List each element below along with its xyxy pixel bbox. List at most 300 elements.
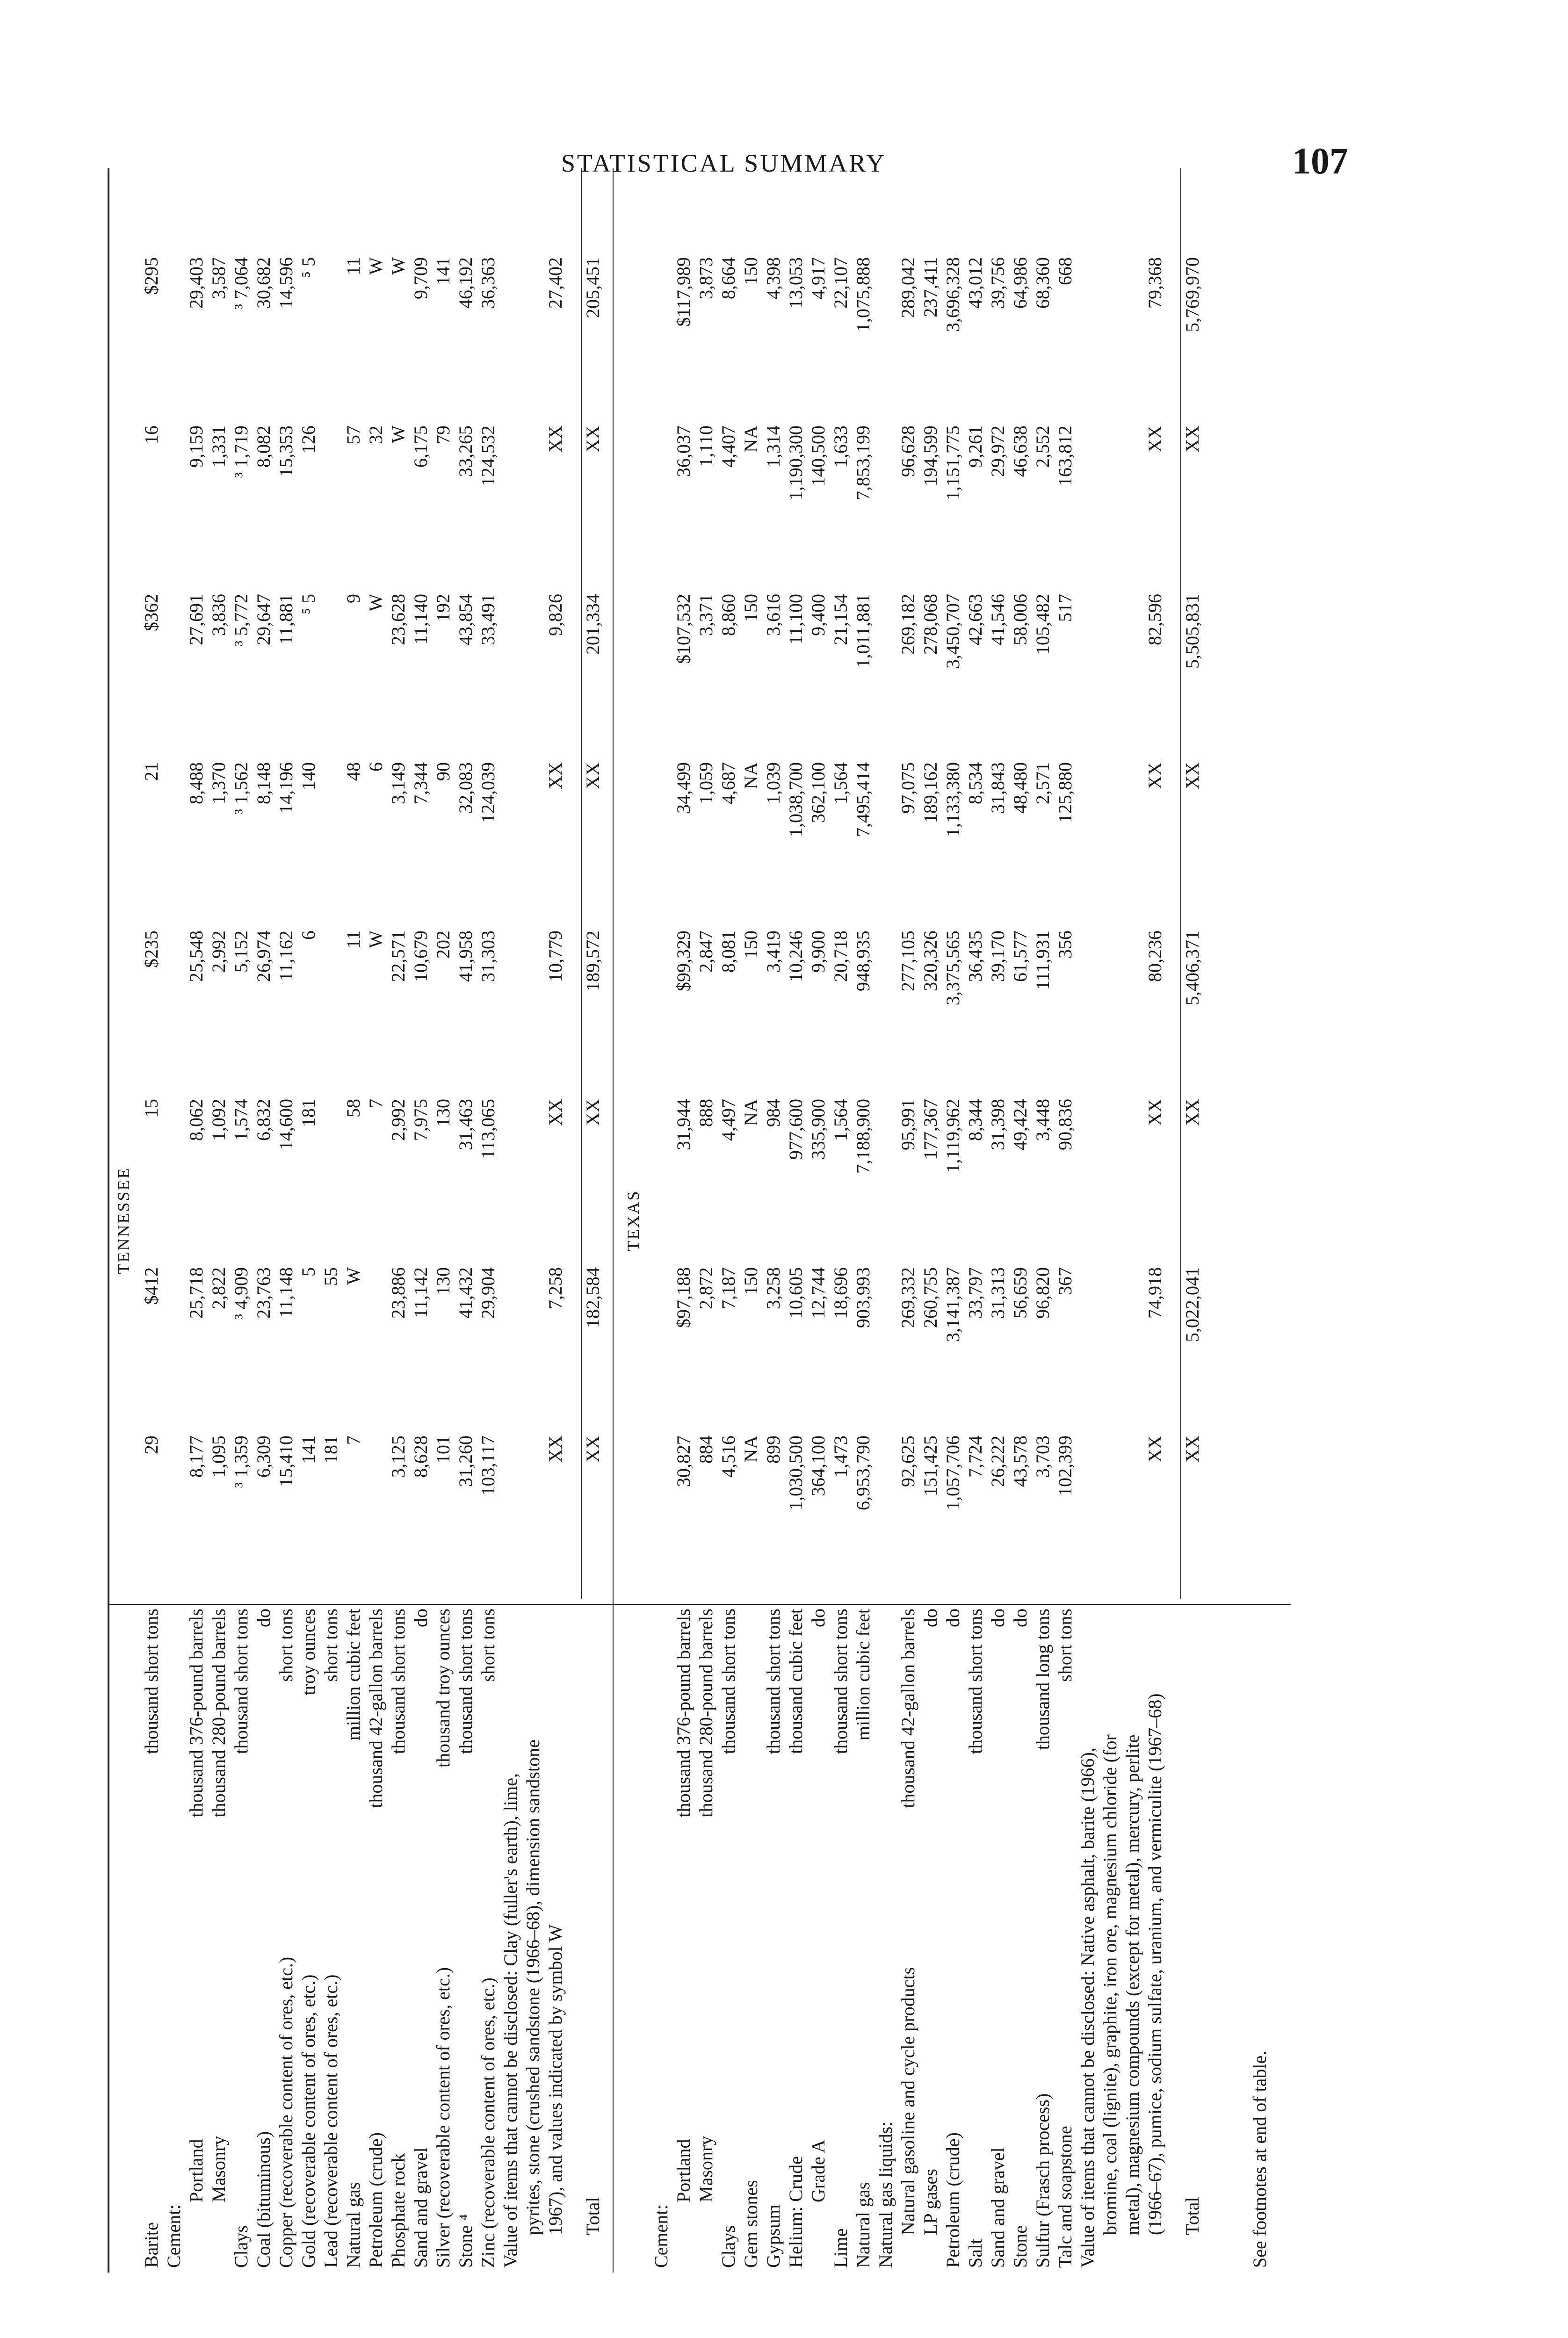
running-title: STATISTICAL SUMMARY (561, 149, 887, 177)
table-row (740, 168, 762, 2273)
cell-value: 31,303 (477, 931, 499, 982)
cell-value: 5,022,041 (1182, 1267, 1203, 1342)
cell-value: 8,860 (718, 594, 739, 636)
cell-value: $117,989 (673, 257, 694, 327)
table-row (365, 168, 387, 2273)
cell-value: XX (545, 426, 566, 453)
cell-value: 95,991 (897, 1099, 918, 1150)
row-label: Petroleum (crude) thousand 42-gallon barrels (365, 1609, 386, 2268)
cell-value: 96,820 (1032, 1267, 1053, 1319)
table-row (410, 168, 432, 2273)
tennessee-heading: TENNESSEE (114, 1167, 133, 1274)
row-label: Gypsum thousand short tons (763, 1609, 784, 2268)
cell-value: 163,812 (1055, 426, 1076, 486)
table-row (522, 168, 544, 2273)
table-row (717, 168, 740, 2273)
cell-value: 33,797 (965, 1267, 986, 1319)
cell-value: 1,473 (830, 1436, 851, 1478)
cell-value: 113,065 (477, 1099, 499, 1159)
row-label: Natural gas liquids: (875, 2121, 896, 2268)
cell-value: 31,843 (987, 762, 1008, 814)
cell-value: 11,142 (410, 1267, 431, 1318)
row-label: (1966–67), pumice, sodium sulfate, uranium, and vermiculite (1967–68) (1144, 1693, 1165, 2235)
cell-value: 192 (433, 594, 454, 622)
cell-value: 55 (320, 1267, 341, 1286)
cell-value: 7,258 (545, 1267, 566, 1309)
cell-value: 2,571 (1032, 762, 1053, 804)
cell-value: 23,763 (253, 1267, 274, 1319)
cell-value: ³ 4,909 (231, 1267, 252, 1320)
cell-value: $295 (141, 257, 162, 295)
row-label: Petroleum (crude) do (942, 1609, 963, 2268)
cell-value: 15,353 (275, 426, 296, 477)
row-label: Clays thousand short tons (718, 1609, 739, 2268)
cell-value: XX (1144, 1436, 1165, 1463)
cell-value: XX (582, 762, 603, 789)
cell-value: 11,148 (275, 1267, 296, 1318)
table-row (695, 168, 717, 2273)
cell-value: 58,006 (1010, 594, 1031, 645)
top-rule (108, 168, 109, 2273)
rotated-statistical-table (108, 168, 1291, 2273)
row-label: Cement: (650, 2204, 672, 2268)
cell-value: 29 (141, 1436, 162, 1454)
cell-value: 150 (740, 931, 761, 959)
cell-value: 64,986 (1010, 257, 1031, 309)
cell-value: 903,993 (853, 1267, 874, 1328)
cell-value: 21 (141, 762, 162, 781)
cell-value: 105,482 (1032, 594, 1053, 655)
cell-value: W (365, 594, 386, 612)
table-row (185, 168, 208, 2273)
cell-value: 1,564 (830, 762, 851, 804)
cell-value: 4,516 (718, 1436, 739, 1478)
cell-value: NA (740, 762, 761, 789)
table-row (320, 168, 342, 2273)
table-row (163, 168, 185, 2273)
cell-value: 3,141,387 (942, 1267, 963, 1342)
row-label: Masonry thousand 280-pound barrels (208, 1609, 229, 2202)
cell-value: 6 (365, 762, 386, 772)
cell-value: 3,125 (388, 1436, 409, 1478)
cell-value: 22,571 (388, 931, 409, 982)
cell-value: 43,578 (1010, 1436, 1031, 1487)
row-label: Sand and gravel do (410, 1609, 431, 2268)
cell-value: XX (1144, 762, 1165, 789)
cell-value: 6,175 (410, 426, 431, 468)
row-label: Gem stones (740, 2180, 761, 2268)
cell-value: 101 (433, 1436, 454, 1464)
cell-value: 1,119,962 (942, 1099, 963, 1173)
table-row (387, 168, 410, 2273)
cell-value: XX (545, 1436, 566, 1463)
cell-value: 97,075 (897, 762, 918, 814)
table-row (253, 168, 275, 2273)
cell-value: 16 (141, 426, 162, 444)
cell-value: 5,152 (231, 931, 252, 973)
cell-value: 1,039 (763, 762, 784, 804)
cell-value: 39,170 (987, 931, 1008, 982)
cell-value: 7,853,199 (853, 426, 874, 500)
cell-value: W (365, 931, 386, 948)
cell-value: 3,703 (1032, 1436, 1053, 1478)
cell-value: 6 (298, 931, 319, 940)
table-row (964, 168, 987, 2273)
cell-value: 141 (433, 257, 454, 285)
cell-value: ⁵ 5 (298, 257, 319, 278)
cell-value: $99,329 (673, 931, 694, 991)
cell-value: 260,755 (920, 1267, 941, 1328)
row-label: Phosphate rock thousand short tons (388, 1609, 409, 2268)
cell-value: 31,944 (673, 1099, 694, 1150)
cell-value: 6,953,790 (853, 1436, 874, 1510)
cell-value: W (343, 1267, 364, 1285)
cell-value: 977,600 (785, 1099, 806, 1160)
cell-value: 356 (1055, 931, 1076, 959)
cell-value: 23,886 (388, 1267, 409, 1319)
cell-value: 3,419 (763, 931, 784, 973)
cell-value: 36,363 (477, 257, 499, 309)
cell-value: $107,532 (673, 594, 694, 664)
total-row (582, 168, 604, 2273)
cell-value: 8,062 (186, 1099, 207, 1141)
cell-value: 205,451 (582, 257, 603, 318)
cell-value: 15,410 (275, 1436, 296, 1487)
cell-value: XX (545, 1099, 566, 1126)
cell-value: 21,154 (830, 594, 851, 645)
cell-value: 3,873 (695, 257, 716, 299)
cell-value: 80,236 (1144, 931, 1165, 982)
cell-value: 3,696,328 (942, 257, 963, 332)
cell-value: 29,647 (253, 594, 274, 645)
row-label: Helium: Crude thousand cubic feet (785, 1609, 806, 2268)
cell-value: 14,196 (275, 762, 296, 814)
row-label: Lead (recoverable content of ores, etc.) short tons (320, 1609, 341, 2268)
cell-value: 11,881 (275, 594, 296, 645)
cell-value: 12,744 (808, 1267, 829, 1319)
cell-value: 5,406,371 (1182, 931, 1203, 1005)
footnote-reference: See footnotes at end of table. (1249, 2050, 1270, 2268)
cell-value: 899 (763, 1436, 784, 1464)
cell-value: 124,532 (477, 426, 499, 486)
cell-value: ³ 1,719 (231, 426, 252, 478)
row-label: Stone do (1010, 1609, 1031, 2268)
cell-value: 46,192 (455, 257, 476, 309)
cell-value: 7,188,900 (853, 1099, 874, 1174)
cell-value: 1,057,706 (942, 1436, 963, 1510)
cell-value: 11,162 (275, 931, 296, 981)
row-label: LP gases do (920, 1609, 941, 2235)
cell-value: 96,628 (897, 426, 918, 477)
cell-value: 289,042 (897, 257, 918, 318)
row-label: Copper (recoverable content of ores, etc.) short tons (275, 1609, 296, 2268)
table-row (1032, 168, 1054, 2273)
cell-value: 5,769,970 (1182, 257, 1203, 332)
cell-value: 517 (1055, 594, 1076, 622)
cell-value: 948,935 (853, 931, 874, 991)
cell-value: 7 (365, 1099, 386, 1108)
texas-heading: TEXAS (624, 1190, 643, 1251)
cell-value: 7 (343, 1436, 364, 1445)
table-row (140, 168, 163, 2273)
cell-value: 14,600 (275, 1099, 296, 1150)
cell-value: 7,187 (718, 1267, 739, 1309)
row-label: Value of items that cannot be disclosed: Native asphalt, barite (1966), (1077, 1747, 1098, 2268)
cell-value: 18,696 (830, 1267, 851, 1319)
cell-value: 1,011,881 (853, 594, 874, 668)
cell-value: 182,584 (582, 1267, 603, 1328)
cell-value: 362,100 (808, 762, 829, 823)
row-label: bromine, coal (lignite), graphite, iron ore, magnesium chloride (for (1099, 1734, 1120, 2235)
cell-value: 151,425 (920, 1436, 941, 1496)
cell-value: 11,140 (410, 594, 431, 645)
cell-value: 125,880 (1055, 762, 1076, 823)
cell-value: 25,718 (186, 1267, 207, 1319)
table-row (275, 168, 297, 2273)
cell-value: 2,847 (695, 931, 716, 973)
table-row (1009, 168, 1032, 2273)
cell-value: 1,574 (231, 1099, 252, 1141)
cell-value: 8,628 (410, 1436, 431, 1478)
cell-value: 6,832 (253, 1099, 274, 1141)
cell-value: XX (582, 1436, 603, 1463)
cell-value: 11 (343, 257, 364, 275)
cell-value: 57 (343, 426, 364, 444)
table-row (1099, 168, 1121, 2273)
cell-value: 8,081 (718, 931, 739, 973)
cell-value: 31,398 (987, 1099, 1008, 1150)
row-label: Sand and gravel do (987, 1609, 1008, 2268)
table-row (852, 168, 874, 2273)
cell-value: XX (1182, 1099, 1203, 1126)
cell-value: 42,663 (965, 594, 986, 645)
cell-value: 10,679 (410, 931, 431, 982)
cell-value: 177,367 (920, 1099, 941, 1160)
cell-value: 1,633 (830, 426, 851, 468)
cell-value: 3,587 (208, 257, 229, 299)
cell-value: 140 (298, 762, 319, 790)
cell-value: 6,309 (253, 1436, 274, 1478)
table-row (830, 168, 852, 2273)
cell-value: XX (582, 1099, 603, 1126)
table-row (499, 168, 522, 2273)
cell-value: 13,053 (785, 257, 806, 309)
cell-value: 9,709 (410, 257, 431, 299)
cell-value: 2,552 (1032, 426, 1053, 468)
cell-value: 1,370 (208, 762, 229, 804)
tennessee-rows (140, 168, 604, 2273)
cell-value: 202 (433, 931, 454, 959)
cell-value: 36,037 (673, 426, 694, 477)
cell-value: W (365, 257, 386, 275)
cell-value: 4,407 (718, 426, 739, 468)
cell-value: NA (740, 426, 761, 453)
cell-value: 14,596 (275, 257, 296, 309)
cell-value: 320,326 (920, 931, 941, 991)
cell-value: 48,480 (1010, 762, 1031, 814)
cell-value: 7,724 (965, 1436, 986, 1478)
cell-value: XX (1144, 426, 1165, 453)
table-row (919, 168, 942, 2273)
cell-value: 4,687 (718, 762, 739, 804)
cell-value: 26,974 (253, 931, 274, 982)
row-label: Talc and soapstone short tons (1055, 1609, 1076, 2268)
cell-value: 5,505,831 (1182, 594, 1203, 669)
cell-value: 74,918 (1144, 1267, 1165, 1319)
table-row (987, 168, 1009, 2273)
cell-value: 32 (365, 426, 386, 444)
cell-value: 31,260 (455, 1436, 476, 1487)
cell-value: $235 (141, 931, 162, 968)
table-row (342, 168, 365, 2273)
row-label: Coal (bituminous) do (253, 1609, 274, 2268)
cell-value: 3,616 (763, 594, 784, 636)
cell-value: 30,682 (253, 257, 274, 309)
page-number: 107 (1292, 141, 1348, 182)
row-label: Clays thousand short tons (231, 1609, 252, 2268)
cell-value: 9,826 (545, 594, 566, 636)
cell-value: XX (1182, 762, 1203, 789)
row-label: Total (582, 2197, 603, 2235)
cell-value: 11 (343, 931, 364, 949)
cell-value: 884 (695, 1436, 716, 1464)
cell-value: 9,900 (808, 931, 829, 973)
row-label: Gold (recoverable content of ores, etc.) troy ounces (298, 1609, 319, 2268)
cell-value: 4,497 (718, 1099, 739, 1141)
row-label: Natural gas million cubic feet (343, 1609, 364, 2268)
cell-value: 888 (695, 1099, 716, 1127)
section-rule (613, 168, 614, 2273)
cell-value: 25,548 (186, 931, 207, 982)
cell-value: 124,039 (477, 762, 499, 823)
cell-value: 29,904 (477, 1267, 499, 1319)
table-row (1144, 168, 1166, 2273)
cell-value: 2,992 (388, 1099, 409, 1141)
cell-value: 8,664 (718, 257, 739, 299)
cell-value: 90 (433, 762, 454, 781)
table-row (208, 168, 230, 2273)
cell-value: 22,107 (830, 257, 851, 309)
cell-value: 364,100 (808, 1436, 829, 1496)
cell-value: 61,577 (1010, 931, 1031, 982)
cell-value: XX (1144, 1099, 1165, 1126)
cell-value: 4,398 (763, 257, 784, 299)
row-label: Value of items that cannot be disclosed: Clay (fuller's earth), lime, (500, 1773, 521, 2268)
cell-value: 269,332 (897, 1267, 918, 1328)
cell-value: 31,463 (455, 1099, 476, 1150)
cell-value: 9,159 (186, 426, 207, 468)
cell-value: 33,491 (477, 594, 499, 645)
cell-value: 1,564 (830, 1099, 851, 1141)
cell-value: 3,836 (208, 594, 229, 636)
cell-value: 269,182 (897, 594, 918, 655)
cell-value: 49,424 (1010, 1099, 1031, 1150)
table-row (1054, 168, 1077, 2273)
cell-value: 9,400 (808, 594, 829, 636)
row-label: Natural gasoline and cycle products thousand 42-gallon barrels (897, 1609, 918, 2235)
cell-value: W (388, 257, 409, 275)
cell-value: 43,012 (965, 257, 986, 309)
cell-value: 36,435 (965, 931, 986, 982)
cell-value: 8,534 (965, 762, 986, 804)
cell-value: 2,992 (208, 931, 229, 973)
table-row (785, 168, 807, 2273)
table-row (762, 168, 785, 2273)
cell-value: 1,059 (695, 762, 716, 804)
cell-value: 30,827 (673, 1436, 694, 1487)
cell-value: 27,691 (186, 594, 207, 645)
cell-value: W (388, 426, 409, 443)
cell-value: 68,360 (1032, 257, 1053, 309)
cell-value: 3,375,565 (942, 931, 963, 1005)
cell-value: ³ 5,772 (231, 594, 252, 646)
cell-value: 10,779 (545, 931, 566, 982)
cell-value: ³ 1,562 (231, 762, 252, 815)
row-label: Lime thousand short tons (830, 1609, 851, 2268)
cell-value: 335,900 (808, 1099, 829, 1160)
cell-value: 7,344 (410, 762, 431, 804)
cell-value: 126 (298, 426, 319, 454)
row-label: Zinc (recoverable content of ores, etc.) short tons (477, 1609, 499, 2268)
cell-value: 15 (141, 1099, 162, 1118)
cell-value: NA (740, 1436, 761, 1463)
cell-value: 1,314 (763, 426, 784, 468)
cell-value: 4,917 (808, 257, 829, 299)
cell-value: 34,499 (673, 762, 694, 814)
cell-value: 43,854 (455, 594, 476, 645)
cell-value: 3,258 (763, 1267, 784, 1309)
cell-value: 58 (343, 1099, 364, 1118)
cell-value: 150 (740, 257, 761, 285)
cell-value: 1,190,300 (785, 426, 806, 500)
cell-value: 8,344 (965, 1099, 986, 1141)
cell-value: 668 (1055, 257, 1076, 285)
row-label: 1967), and values indicated by symbol W (545, 1924, 566, 2235)
cell-value: 2,872 (695, 1267, 716, 1309)
cell-value: 1,151,775 (942, 426, 963, 500)
cell-value: 32,083 (455, 762, 476, 814)
cell-value: 150 (740, 1267, 761, 1295)
cell-value: 103,117 (477, 1436, 499, 1496)
table-row (432, 168, 455, 2273)
cell-value: 181 (320, 1436, 341, 1464)
cell-value: 278,068 (920, 594, 941, 655)
cell-value: 41,958 (455, 931, 476, 982)
table-row (942, 168, 964, 2273)
cell-value: 1,092 (208, 1099, 229, 1141)
cell-value: 10,246 (785, 931, 806, 982)
cell-value: 984 (763, 1099, 784, 1127)
cell-value: 277,105 (897, 931, 918, 991)
table-row (672, 168, 695, 2273)
cell-value: 27,402 (545, 257, 566, 309)
cell-value: 82,596 (1144, 594, 1165, 645)
cell-value: 9 (343, 594, 364, 603)
cell-value: 1,133,380 (942, 762, 963, 837)
row-label: Masonry thousand 280-pound barrels (695, 1609, 716, 2202)
row-label: Grade A do (808, 1609, 829, 2202)
table-row (544, 168, 567, 2273)
row-label: Cement: (163, 2204, 184, 2268)
cell-value: XX (1182, 1436, 1203, 1463)
cell-value: 90,836 (1055, 1099, 1076, 1150)
cell-value: 181 (298, 1099, 319, 1127)
cell-value: 141 (298, 1436, 319, 1464)
cell-value: 7,495,414 (853, 762, 874, 837)
cell-value: 29,972 (987, 426, 1008, 477)
cell-value: ³ 1,359 (231, 1436, 252, 1488)
table-row (1077, 168, 1099, 2273)
